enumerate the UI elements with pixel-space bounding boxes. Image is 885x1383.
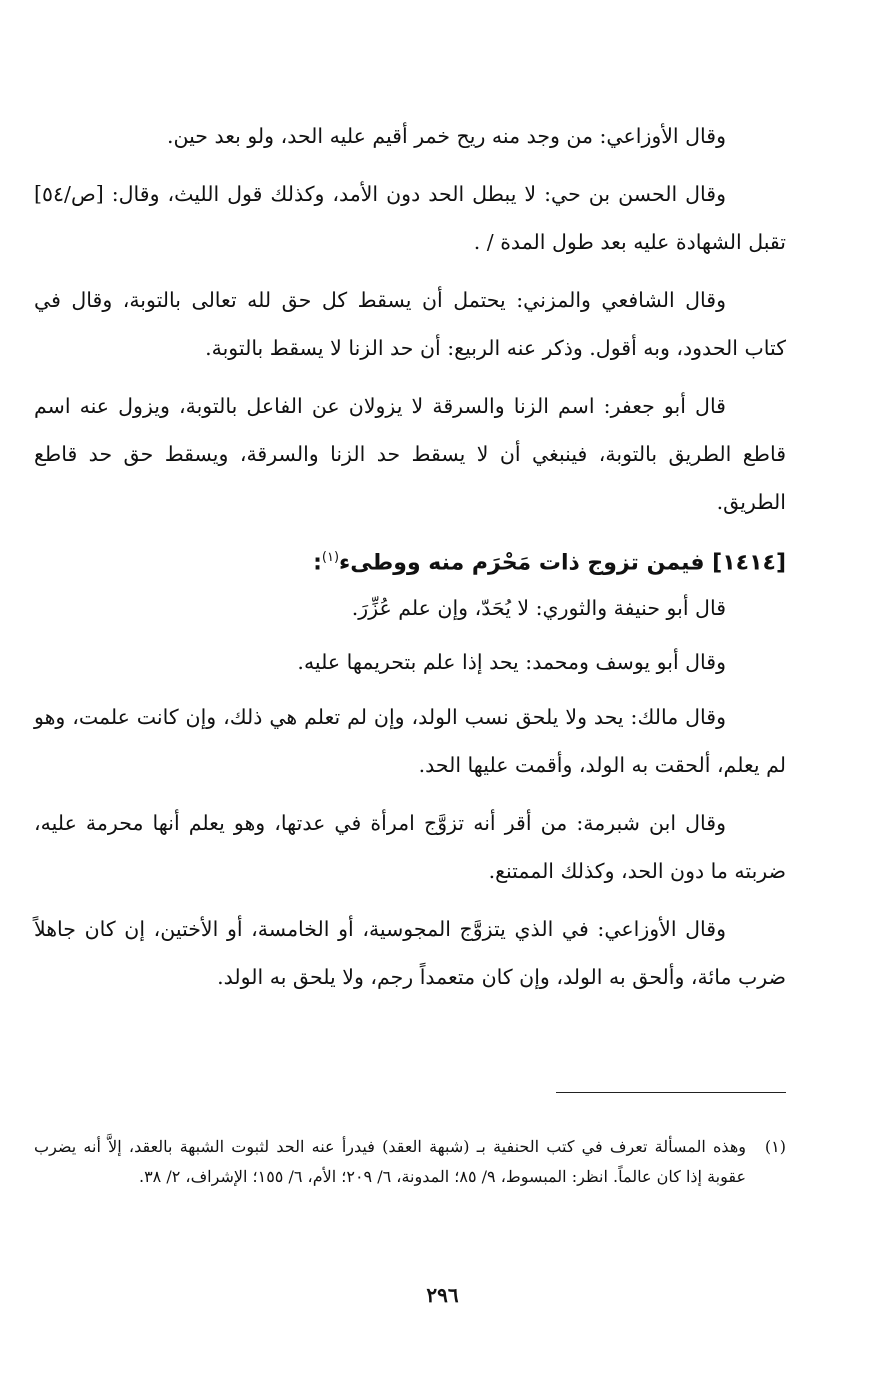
paragraph-awzai-majusi: وقال الأوزاعي: في الذي يتزوَّج المجوسية، أو الخامسة، أو الأختين، إن كان جاهلاً ضرب مائة، وألحق به الولد، وإن كان متعمداً رجم، ولا يلحق به الولد. — [34, 917, 786, 990]
footnote-reference: (١) — [321, 550, 340, 565]
paragraph-awzai-wine: وقال الأوزاعي: من وجد منه ريح خمر أقيم عليه الحد، ولو بعد حين. — [166, 124, 726, 148]
paragraph-hasan-ibn-hayy: وقال الحسن بن حي: لا يبطل الحد دون الأمد، وكذلك قول الليث، وقال: [ص/٥٤] تقبل الشهادة عليه بعد طول المدة / . — [34, 182, 786, 254]
paragraph-abu-yusuf: وقال أبو يوسف ومحمد: يحد إذا علم بتحريمها عليه. — [297, 650, 726, 675]
footnote-text: وهذه المسألة تعرف في كتب الحنفية بـ (شبهة العقد) فيدرأ عنه الحد لثبوت الشبهة بالعقد، إلاَّ أنه يضرب عقوبة إذا كان عالماً. انظر: المبسوط، ٩/ ٨٥؛ المدونة، ٦/ ٢٠٩؛ الأم، ٦/ ١٥٥؛ الإشراف، ٢/ ٣٨. — [34, 1137, 746, 1186]
paragraph-malik: وقال مالك: يحد ولا يلحق نسب الولد، وإن لم تعلم هي ذلك، وإن كانت علمت، وهو لم يعلم، ألحقت به الولد، وأقمت عليها الحد. — [34, 705, 786, 778]
page-body — [34, 112, 786, 1011]
footnote-divider — [556, 1092, 786, 1093]
section-heading-colon: : — [313, 550, 322, 576]
paragraph-abu-hanifa: قال أبو حنيفة والثوري: لا يُحَدّ، وإن علم عُزِّرَ. — [351, 596, 726, 621]
paragraph-ibn-shubruma: وقال ابن شبرمة: من أقر أنه تزوَّج امرأة في عدتها، وهو يعلم أنها محرمة عليه، ضربته ما دون الحد، وكذلك الممتنع. — [34, 811, 786, 884]
footnote-item — [34, 1132, 786, 1192]
section-heading — [34, 536, 786, 585]
paragraph-abu-jafar: قال أبو جعفر: اسم الزنا والسرقة لا يزولان عن الفاعل بالتوبة، ويزول عنه اسم قاطع الطريق بالتوبة، فينبغي أن لا يسقط حد الزنا والسرقة، ويسقط حق حد قاطع الطريق. — [34, 394, 786, 514]
footnote-number: (١) — [764, 1137, 786, 1156]
paragraph-shafii-muzani: وقال الشافعي والمزني: يحتمل أن يسقط كل حق لله تعالى بالتوبة، وقال في كتاب الحدود، وبه أقول. وذكر عنه الربيع: أن حد الزنا لا يسقط بالتوبة. — [34, 288, 786, 360]
section-heading-text: [١٤١٤] فيمن تزوج ذات مَحْرَم منه ووطىء — [339, 550, 786, 576]
footnotes — [34, 1132, 786, 1192]
page-number: ٢٩٦ — [426, 1283, 459, 1307]
